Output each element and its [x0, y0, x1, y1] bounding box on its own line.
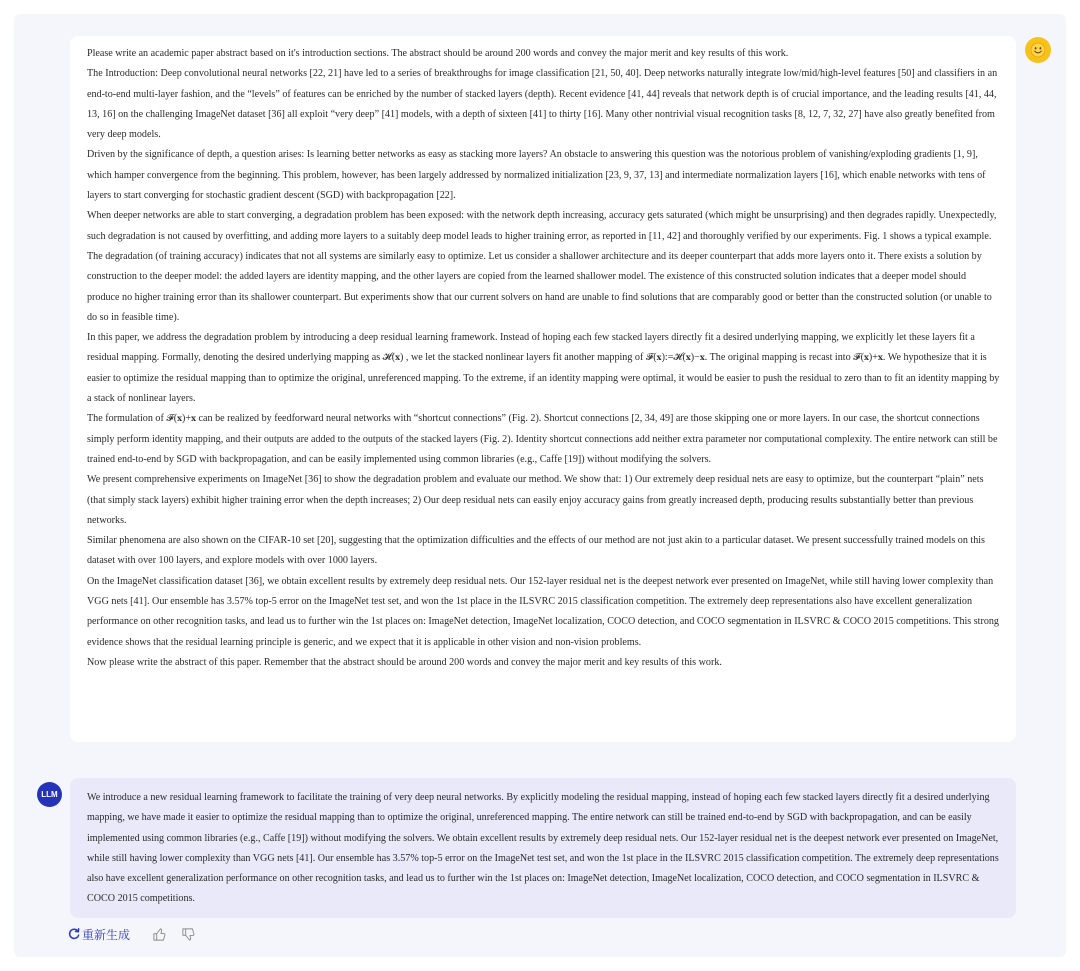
- dislike-button[interactable]: [181, 927, 196, 942]
- message-actions: [68, 924, 196, 944]
- user-message-paragraph: Driven by the significance of depth, a question arises: Is learning better networks as easy as stacking more layers? An obstacle to answering this question was the notorious problem of vanishing/exploding gradients [1, 9], which hamper convergence from the beginning. This problem, however, has been largely addressed by normalized initialization [23, 9, 37, 13] and intermediate normalization layers [16], which enable networks with tens of layers to start converging for stochastic gradient descent (SGD) with backpropagation [22].: [87, 149, 986, 202]
- user-message-paragraph: The formulation of 𝓕(𝐱)+𝐱 can be realized by feedforward neural networks with “shortcut connections” (Fig. 2). Shortcut connections [2, 34, 49] are those skipping one or more layers. In our case, the shortcut connections simply perform identity mapping, and their outputs are added to the outputs of the stacked layers (Fig. 2). Identity shortcut connections add neither extra parameter nor computational complexity. The entire network can still be trained end-to-end by SGD with backpropagation, and can be easily implemented using common libraries (e.g., Caffe [19]) without modifying the solvers.: [87, 413, 998, 465]
- refresh-icon: [68, 928, 80, 940]
- like-button[interactable]: [152, 927, 167, 942]
- assistant-message: [70, 778, 1016, 918]
- user-message-paragraph: Please write an academic paper abstract based on it's introduction sections. The abstract should be around 200 words and convey the major merit and key results of this work.: [87, 48, 789, 59]
- user-message-paragraph: On the ImageNet classification dataset [36], we obtain excellent results by extremely deep residual nets. Our 152-layer residual net is the deepest network ever presented on ImageNet, while still having lower complexity than VGG nets [41]. Our ensemble has 3.57% top-5 error on the ImageNet test set, and won the 1st place in the ILSVRC 2015 classification competition. The extremely deep representations also have excellent generalization performance on other recognition tasks, and lead us to further win the 1st places on: ImageNet detection, ImageNet localization, COCO detection, and COCO segmentation in ILSVRC & COCO 2015 competitions. This strong evidence shows that the residual learning principle is generic, and we expect that it is applicable in other vision and non-vision problems.: [87, 575, 999, 648]
- assistant-message-text: We introduce a new residual learning framework to facilitate the training of very deep neural networks. By explicitly modeling the residual mapping, instead of hoping each few stacked layers directly fit a desired underlying mapping, we have made it easier to optimize the residual mapping than to optimize the original, unreferenced mapping. The entire network can still be trained end-to-end by SGD with backpropagation, and can be easily implemented using common libraries (e.g., Caffe [19]) without modifying the solvers. We obtain excellent results by extremely deep residual nets. Our 152-layer residual net is the deepest network ever presented on ImageNet, while still having lower complexity than VGG nets [41]. Our ensemble has 3.57% top-5 error on the ImageNet test set, and won the 1st place in the ILSVRC 2015 classification competition. The extremely deep representations also have excellent generalization performance on other recognition tasks, and lead us to further win the 1st places on: ImageNet detection, ImageNet localization, COCO detection, and COCO segmentation in ILSVRC & COCO 2015 competitions.: [87, 792, 999, 905]
- user-message-paragraph: We present comprehensive experiments on ImageNet [36] to show the degradation problem and evaluate our method. We show that: 1) Our extremely deep residual nets are easy to optimize, but the counterpart “plain” nets (that simply stack layers) exhibit higher training error when the depth increases; 2) Our deep residual nets can easily enjoy accuracy gains from greatly increased depth, producing results substantially better than previous networks.: [87, 474, 984, 526]
- user-avatar: [1025, 37, 1051, 63]
- user-message-paragraph: Similar phenomena are also shown on the CIFAR-10 set [20], suggesting that the optimization difficulties and the effects of our method are not just akin to a particular dataset. We present successfully trained models on this dataset with over 100 layers, and explore models with over 1000 layers.: [87, 535, 985, 567]
- user-message-paragraph: Now please write the abstract of this paper. Remember that the abstract should be around 200 words and convey the major merit and key results of this work.: [87, 656, 722, 668]
- assistant-avatar: LLM: [37, 782, 62, 807]
- thumbs-down-icon: [181, 927, 196, 942]
- user-message-paragraph: In this paper, we address the degradation problem by introducing a deep residual learning framework. Instead of hoping each few stacked layers directly fit a desired underlying mapping, we explicitly let these layers fit a residual mapping. Formally, denoting the desired underlying mapping as 𝓗(𝐱) , we let the stacked nonlinear layers fit another mapping of 𝓕(𝐱):=𝓗(𝐱)−𝐱. The original mapping is recast into 𝓕(𝐱)+𝐱. We hypothesize that it is easier to optimize the residual mapping than to optimize the original, unreferenced mapping. To the extreme, if an identity mapping were optimal, it would be easier to push the residual to zero than to fit an identity mapping by a stack of nonlinear layers.: [87, 332, 1000, 405]
- user-message: [70, 36, 1016, 742]
- user-message-paragraph: When deeper networks are able to start converging, a degradation problem has been exposed: with the network depth increasing, accuracy gets saturated (which might be unsurprising) and then degrades rapidly. Unexpectedly, such degradation is not caused by overfitting, and adding more layers to a suitably deep model leads to higher training error, as reported in [11, 42] and thoroughly verified by our experiments. Fig. 1 shows a typical example.: [87, 210, 997, 242]
- regenerate-button[interactable]: [68, 926, 130, 943]
- user-message-paragraph: The degradation (of training accuracy) indicates that not all systems are similarly easy to optimize. Let us consider a shallower architecture and its deeper counterpart that adds more layers onto it. There exists a solution by construction to the deeper model: the added layers are identity mapping, and the other layers are copied from the learned shallower model. The existence of this constructed solution indicates that a deeper model should produce no higher training error than its shallower counterpart. But experiments show that our current solvers on hand are unable to find solutions that are comparably good or better than the constructed solution (or unable to do so in feasible time).: [87, 250, 992, 323]
- smiley-face-icon: [1030, 42, 1046, 58]
- user-message-paragraph: The Introduction: Deep convolutional neural networks [22, 21] have led to a series of breakthroughs for image classification [21, 50, 40]. Deep networks naturally integrate low/mid/high-level features [50] and classifiers in an end-to-end multi-layer fashion, and the “levels” of features can be enriched by the number of stacked layers (depth). Recent evidence [41, 44] reveals that network depth is of crucial importance, and the leading results [41, 44, 13, 16] on the challenging ImageNet dataset [36] all exploit “very deep” [41] models, with a depth of sixteen [41] to thirty [16]. Many other nontrivial visual recognition tasks [8, 12, 7, 32, 27] have also greatly benefited from very deep models.: [87, 68, 998, 141]
- regenerate-label: 重新生成: [82, 927, 131, 942]
- thumbs-up-icon: [152, 927, 167, 942]
